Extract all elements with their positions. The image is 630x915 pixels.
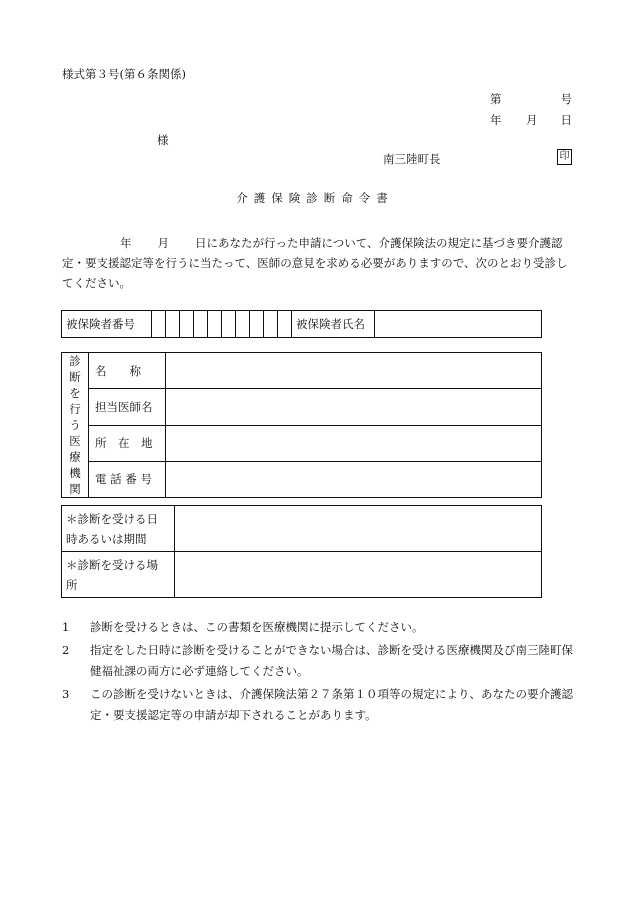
note-text: 診断を受けるときは、この書類を医療機関に提示してください。 [90, 620, 424, 634]
phone-field[interactable] [166, 461, 542, 497]
body-month: 月 [157, 236, 169, 250]
note-item [62, 617, 580, 638]
document-title: 介護保険診断命令書 [236, 191, 394, 205]
institution-table [61, 352, 542, 498]
date-month: 月 [526, 113, 538, 127]
insured-table [61, 310, 542, 338]
insured-number-digit[interactable] [236, 311, 250, 338]
body-paragraph [62, 233, 577, 293]
number-suffix: 号 [560, 92, 572, 106]
exam-table [61, 505, 542, 598]
exam-place-field[interactable] [175, 552, 542, 598]
address-field[interactable] [166, 425, 542, 461]
date-day: 日 [560, 113, 572, 127]
insured-number-digit[interactable] [166, 311, 180, 338]
insured-number-digit[interactable] [208, 311, 222, 338]
insured-number-label: 被保険者番号 [62, 311, 152, 338]
insured-name-label: 被保険者氏名 [292, 311, 375, 338]
notes-list [62, 617, 580, 728]
note-number: 1 [62, 620, 70, 634]
insured-number-digit[interactable] [180, 311, 194, 338]
number-prefix: 第 [490, 92, 502, 106]
note-item [62, 640, 580, 682]
institution-section-label: 診 断 を 行 う 医 療 機 関 [62, 353, 89, 498]
date-year: 年 [490, 113, 502, 127]
note-number: 3 [62, 687, 70, 701]
form-number-label: 様式第３号(第６条関係) [62, 67, 186, 81]
insured-number-digit[interactable] [152, 311, 166, 338]
institution-name-label: 名 称 [89, 353, 166, 389]
exam-datetime-label: ＊診断を受ける日 時あるいは期間 [62, 506, 175, 552]
note-text: 指定をした日時に診断を受けることができない場合は、診断を受ける医療機関及び南三陸町保健福祉課の両方に必ず連絡してください。 [90, 643, 573, 678]
insured-number-digit[interactable] [194, 311, 208, 338]
insured-number-digit[interactable] [222, 311, 236, 338]
body-year: 年 [120, 236, 132, 250]
institution-name-field[interactable] [166, 353, 542, 389]
seal-mark: 印 [557, 149, 572, 165]
phone-label: 電 話 番 号 [89, 461, 166, 497]
note-item [62, 684, 580, 726]
issuer-name: 南三陸町長 [383, 152, 441, 166]
body-text: 日にあなたが行った申請について、介護保険法の規定に基づき要介護認定・要支援認定等を行うに当たって、医師の意見を求める必要がありますので、次のとおり受診してください。 [62, 236, 568, 290]
exam-datetime-field[interactable] [175, 506, 542, 552]
insured-number-digit[interactable] [278, 311, 292, 338]
insured-number-digit[interactable] [264, 311, 278, 338]
note-text: この診断を受けないときは、介護保険法第２７条第１０項等の規定により、あなたの要介護認定・要支援認定等の申請が却下されることがあります。 [90, 687, 573, 722]
insured-name-field[interactable] [375, 311, 542, 338]
doctor-name-label: 担当医師名 [89, 389, 166, 425]
note-number: 2 [62, 643, 70, 657]
exam-place-label: ＊診断を受ける場 所 [62, 552, 175, 598]
doctor-name-field[interactable] [166, 389, 542, 425]
address-label: 所 在 地 [89, 425, 166, 461]
insured-number-digit[interactable] [250, 311, 264, 338]
recipient-honorific: 様 [157, 133, 169, 147]
